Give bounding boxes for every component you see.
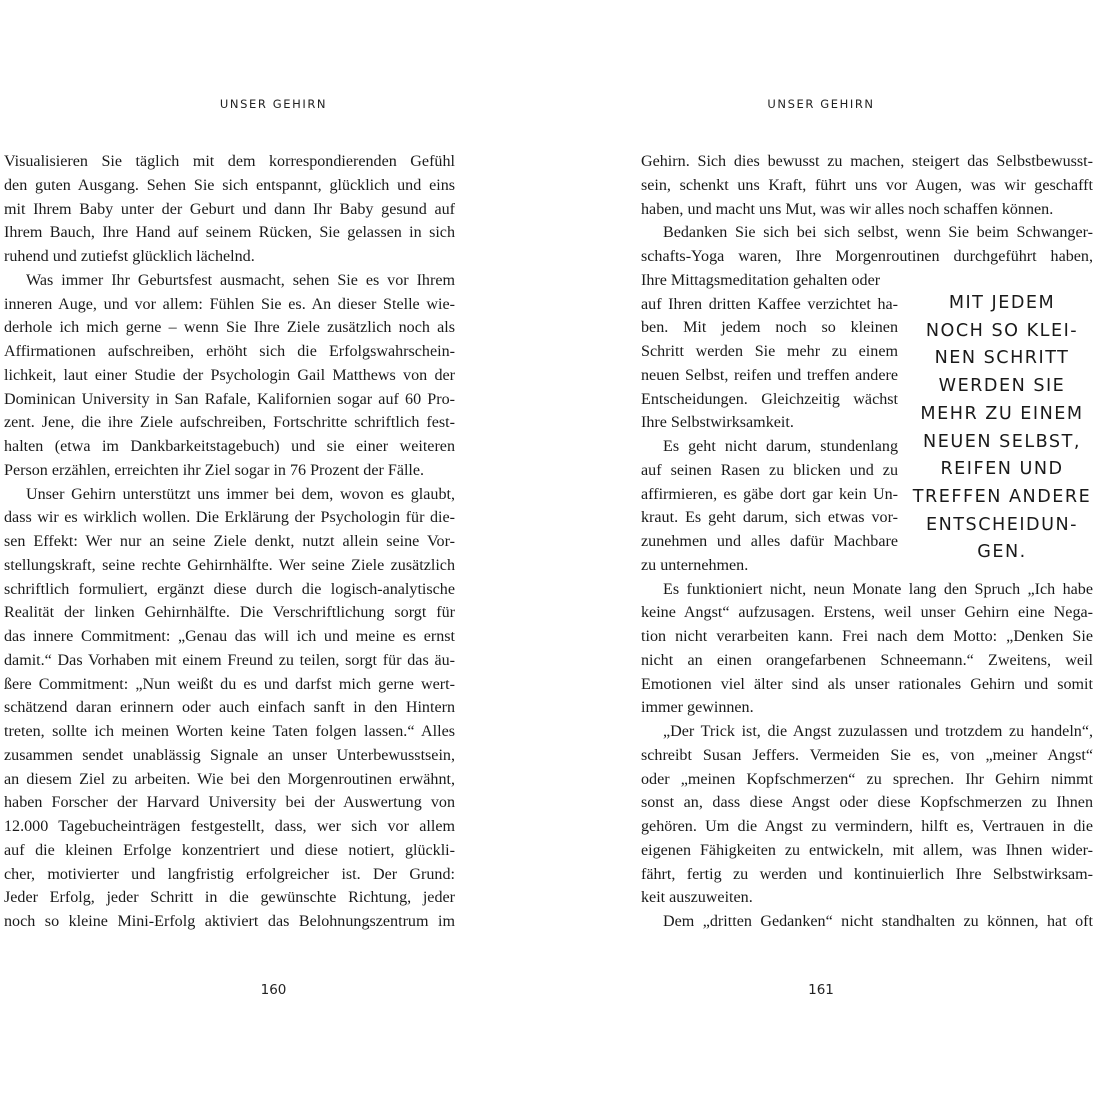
- text-line: damit.“ Das Vorhaben mit einem Freund zu teilen, sorgt für das äu-: [4, 651, 455, 669]
- text-line: Realität der linken Gehirnhälfte. Die Verschriftlichung sorgt für: [4, 604, 455, 622]
- text-line: „Der Trick ist, die Angst zuzulassen und trotzdem zu handeln“,: [663, 723, 1093, 740]
- text-line: Ihrem Bauch, Ihre Hand auf seinem Rücken, Sie gelassen in sich: [4, 224, 455, 242]
- pull-quote-line: NEUEN SELBST,: [923, 431, 1081, 452]
- text-line: derhole ich mich gerne – wenn Sie Ihre Ziele zusätzlich noch als: [4, 319, 455, 337]
- left-page: [0, 0, 547, 1095]
- text-line: zu unternehmen.: [641, 556, 749, 574]
- text-line: Jeder Erfolg, jeder Schritt in die gewünschte Richtung, jeder: [4, 889, 455, 907]
- text-line: Emotionen viel älter sind als unser rationales Gehirn und somit: [641, 675, 1093, 693]
- text-line: oder „meinen Kopfschmerzen“ zu sprechen. Ihr Gehirn nimmt: [641, 770, 1093, 788]
- text-line: Unser Gehirn unterstützt uns immer bei dem, wovon es glaubt,: [26, 485, 455, 503]
- text-line: haben Forscher der Harvard University bei der Auswertung von: [4, 794, 455, 812]
- text-line: Dominican University in San Rafale, Kalifornien sogar auf 60 Pro-: [4, 390, 455, 408]
- text-line: Affirmationen aufschreiben, erhöht sich die Erfolgswahrschein-: [4, 343, 455, 360]
- text-line: auf seinen Rasen zu blicken und zu: [641, 461, 898, 479]
- text-line: Person erzählen, erreichten ihr Ziel sogar in 76 Prozent der Fälle.: [4, 461, 425, 479]
- text-line: ben. Mit jedem noch so kleinen: [641, 319, 898, 337]
- text-line: Bedanken Sie sich bei sich selbst, wenn Sie beim Schwanger-: [663, 224, 1093, 242]
- text-line: cher, motivierter und langfristig erfolgreicher ist. Der Grund:: [4, 865, 455, 883]
- text-line: schätzend daran erinnern oder auch einfach sanft in den Hintern: [4, 699, 455, 717]
- text-line: dass wir es wirklich wollen. Die Erklärung der Psychologin für die-: [4, 509, 455, 527]
- text-line: schafts-Yoga waren, Ihre Morgenroutinen durchgeführt haben,: [641, 248, 1093, 265]
- text-line: haben, und macht uns Mut, was wir alles noch schaffen können.: [641, 200, 1054, 218]
- pull-quote-line: MIT JEDEM: [948, 293, 1056, 313]
- text-line: fährt, fertig zu werden und kontinuierlich Ihre Selbstwirksam-: [641, 865, 1093, 883]
- text-line: gehören. Um die Angst zu vermindern, hilft es, Vertrauen in die: [641, 818, 1093, 835]
- text-line: tion nicht verarbeiten kann. Frei nach dem Motto: „Denken Sie: [641, 628, 1093, 645]
- running-header: UNSER GEHIRN: [219, 97, 328, 111]
- text-line: keine Angst“ aufzusagen. Erstens, weil unser Gehirn eine Nega-: [641, 604, 1093, 622]
- pull-quote-line: NOCH SO KLEI-: [925, 320, 1079, 341]
- text-line: kraut. Es geht darum, sich etwas vor-: [641, 509, 898, 527]
- text-line: affirmieren, es gäbe dort gar kein Un-: [641, 485, 898, 503]
- text-line: auf die kleinen Erfolge konzentriert und diese notiert, glückli-: [4, 841, 455, 859]
- text-line: Es geht nicht darum, stundenlang: [663, 438, 898, 455]
- page-number: 160: [260, 982, 287, 998]
- text-line: 12.000 Tagebucheinträgen festgestellt, dass, wer sich vor allem: [4, 818, 455, 835]
- text-line: Visualisieren Sie täglich mit dem korrespondierenden Gefühl: [4, 153, 455, 170]
- page-number: 161: [808, 982, 834, 998]
- text-line: mit Ihrem Baby unter der Geburt und dann Ihr Baby gesund auf: [4, 200, 455, 218]
- text-line: schreibt Susan Jeffers. Vermeiden Sie es, von „meiner Angst“: [641, 746, 1093, 764]
- text-line: ßere Commitment: „Nun weißt du es und darfst mich gerne wert-: [4, 675, 455, 693]
- text-line: Es funktioniert nicht, neun Monate lang den Spruch „Ich habe: [663, 580, 1093, 598]
- text-line: eigenen Fähigkeiten zu entwickeln, mit allem, was Ihnen wider-: [641, 841, 1093, 859]
- text-line: inneren Auge, und vor allem: Fühlen Sie es. An dieser Stelle wie-: [4, 295, 455, 313]
- pull-quote-line: NEN SCHRITT: [934, 348, 1070, 369]
- pull-quote: [907, 290, 1095, 567]
- text-line: Gehirn. Sich dies bewusst zu machen, steigert das Selbstbewusst-: [641, 153, 1093, 170]
- text-line: keit auszuweiten.: [641, 889, 753, 907]
- text-line: immer gewinnen.: [641, 699, 754, 717]
- text-line: ruhend und zutiefst glücklich lächelnd.: [4, 248, 255, 265]
- text-line: Ihre Selbstwirksamkeit.: [641, 414, 794, 432]
- right-page: [547, 0, 1095, 1095]
- text-line: den guten Ausgang. Sehen Sie sich entspannt, glücklich und eins: [4, 176, 455, 194]
- text-line: treten, sollte ich meinen Worten keine Taten folgen lassen.“ Alles: [4, 723, 455, 740]
- pull-quote-line: TREFFEN ANDERE: [912, 486, 1092, 507]
- text-line: sonst an, dass diese Angst oder diese Kopfschmerzen zu Ihnen: [641, 794, 1093, 812]
- text-line: noch so kleine Mini-Erfolg aktiviert das Belohnungszentrum im: [4, 913, 455, 930]
- pull-quote-line: ENTSCHEIDUN-: [926, 514, 1078, 535]
- text-line: neuen Selbst, reifen und treffen andere: [641, 366, 898, 384]
- text-line: Was immer Ihr Geburtsfest ausmacht, sehen Sie es vor Ihrem: [26, 271, 455, 289]
- text-line: lichkeit, laut einer Studie der Psychologin Gail Matthews von der: [4, 366, 455, 384]
- text-line: das innere Commitment: „Genau das will ich und meine es ernst: [4, 628, 455, 645]
- running-header: UNSER GEHIRN: [767, 97, 875, 111]
- pull-quote-line: MEHR ZU EINEM: [920, 403, 1084, 424]
- text-line: nicht an einen orangefarbenen Schneemann.“ Zweitens, weil: [641, 651, 1093, 669]
- pull-quote-line: GEN.: [977, 542, 1027, 563]
- text-line: zusammen sendet unablässig Signale an unser Unterbewusstsein,: [4, 746, 455, 764]
- pull-quote-line: REIFEN UND: [940, 459, 1064, 480]
- text-line: Ihre Mittagsmeditation gehalten oder: [641, 271, 881, 289]
- text-line: sen Effekt: Wer nur an seine Ziele denkt, nutzt allein seine Vor-: [4, 533, 455, 550]
- text-line: stellungskraft, seine rechte Gehirnhälfte. Wer seine Ziele zusätzlich: [4, 556, 455, 574]
- text-line: an diesem Ziel zu arbeiten. Wie bei den Morgenroutinen erwähnt,: [4, 770, 455, 788]
- body-text: [4, 150, 455, 934]
- text-line: halten (etwa im Dankbarkeitstagebuch) und sie einer weiteren: [4, 438, 455, 455]
- text-line: Schritt werden Sie mehr zu einem: [641, 343, 898, 360]
- text-line: zunehmen und alles dafür Machbare: [641, 533, 898, 550]
- text-line: Entscheidungen. Gleichzeitig wächst: [641, 390, 898, 408]
- text-line: Dem „dritten Gedanken“ nicht standhalten zu können, hat oft: [663, 913, 1093, 930]
- text-line: auf Ihren dritten Kaffee verzichtet ha-: [641, 295, 898, 313]
- text-line: zent. Jene, die ihre Ziele aufschreiben, Fortschritte schriftlich fest-: [4, 414, 455, 432]
- pull-quote-line: WERDEN SIE: [938, 376, 1066, 397]
- text-line: sein, schenkt uns Kraft, führt uns vor Augen, was wir geschafft: [641, 176, 1093, 194]
- text-line: schriftlich formuliert, ergänzt diese durch die logisch-analytische: [4, 580, 455, 598]
